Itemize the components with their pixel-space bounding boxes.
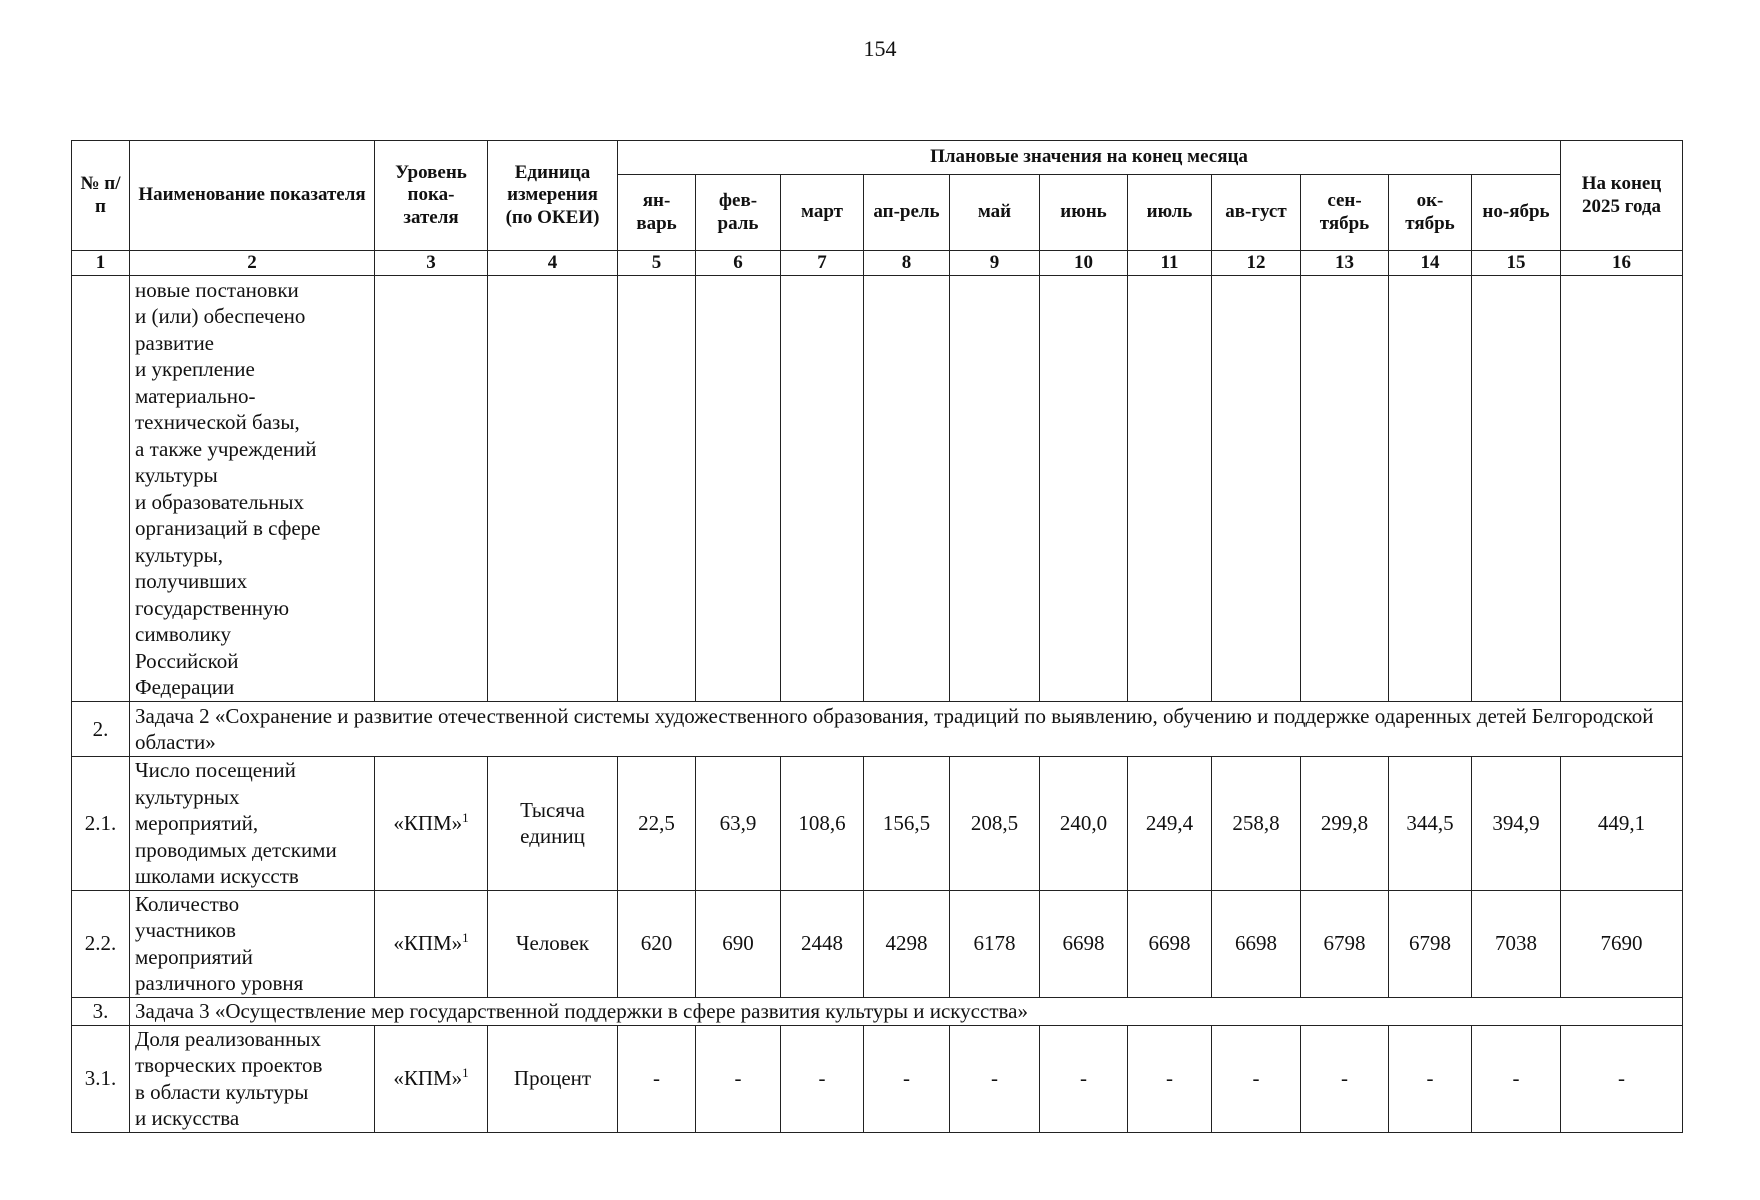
continuation-name: новые постановки и (или) обеспечено развитие и укрепление материально- технической базы, а также учреждений культуры и образовательных организаций в сфере культуры, получивших государственную символику Российской Федерации <box>130 276 375 702</box>
value-cell: 690 <box>696 890 781 997</box>
table-cell <box>950 276 1040 702</box>
task-title: Задача 2 «Сохранение и развитие отечественной системы художественного образования, традиций по выявлению, обучению и поддержке одаренных детей Белгородской области» <box>130 702 1683 757</box>
column-number: 16 <box>1561 251 1683 276</box>
value-cell: - <box>1472 1025 1561 1132</box>
task-title: Задача 3 «Осуществление мер государственной поддержки в сфере развития культуры и искусства» <box>130 997 1683 1025</box>
header-month: ап-рель <box>864 175 950 251</box>
value-cell: 6698 <box>1212 890 1301 997</box>
value-cell: 299,8 <box>1301 757 1389 891</box>
unit-cell: Процент <box>488 1025 618 1132</box>
column-number: 14 <box>1389 251 1472 276</box>
table-cell <box>1472 276 1561 702</box>
unit-cell: Человек <box>488 890 618 997</box>
header-end-of-year: На конец 2025 года <box>1561 141 1683 251</box>
header-month: июль <box>1128 175 1212 251</box>
value-cell: 6798 <box>1301 890 1389 997</box>
column-number: 11 <box>1128 251 1212 276</box>
value-cell: 6178 <box>950 890 1040 997</box>
value-cell: 208,5 <box>950 757 1040 891</box>
column-number: 12 <box>1212 251 1301 276</box>
indicator-plan-table <box>71 140 1683 1133</box>
row-number: 2.1. <box>72 757 130 891</box>
value-cell: - <box>618 1025 696 1132</box>
value-cell: 4298 <box>864 890 950 997</box>
indicator-name: Доля реализованных творческих проектов в области культуры и искусства <box>130 1025 375 1132</box>
value-cell: - <box>864 1025 950 1132</box>
value-cell: 156,5 <box>864 757 950 891</box>
level-text: «КПМ» <box>393 1066 463 1091</box>
task-number: 2. <box>72 702 130 757</box>
row-number: 2.2. <box>72 890 130 997</box>
header-month: фев-раль <box>696 175 781 251</box>
column-numbers-row <box>72 251 1683 276</box>
header-month: март <box>781 175 864 251</box>
value-cell: 63,9 <box>696 757 781 891</box>
value-cell: 2448 <box>781 890 864 997</box>
column-number: 6 <box>696 251 781 276</box>
value-cell: 6698 <box>1128 890 1212 997</box>
value-cell: 7690 <box>1561 890 1683 997</box>
header-month: июнь <box>1040 175 1128 251</box>
value-cell: 394,9 <box>1472 757 1561 891</box>
column-number: 1 <box>72 251 130 276</box>
table-cell <box>1212 276 1301 702</box>
header-month: ян-варь <box>618 175 696 251</box>
value-cell: 22,5 <box>618 757 696 891</box>
footnote-mark: 1 <box>462 810 469 825</box>
column-number: 13 <box>1301 251 1389 276</box>
unit-cell: Тысяча единиц <box>488 757 618 891</box>
level-text: «КПМ» <box>393 811 463 835</box>
header-month: но-ябрь <box>1472 175 1561 251</box>
header-unit: Единица измерения (по ОКЕИ) <box>488 141 618 251</box>
column-number: 9 <box>950 251 1040 276</box>
indicator-level <box>375 890 488 997</box>
value-cell: 620 <box>618 890 696 997</box>
table-cell <box>781 276 864 702</box>
indicator-name: Количество участников мероприятий различного уровня <box>130 890 375 997</box>
column-number: 8 <box>864 251 950 276</box>
task-row <box>72 997 1683 1025</box>
table-cell <box>1301 276 1389 702</box>
header-month: ав-густ <box>1212 175 1301 251</box>
table-row <box>72 757 1683 891</box>
column-number: 4 <box>488 251 618 276</box>
value-cell: 449,1 <box>1561 757 1683 891</box>
value-cell: 240,0 <box>1040 757 1128 891</box>
value-cell: 344,5 <box>1389 757 1472 891</box>
continuation-row <box>72 276 1683 702</box>
value-cell: 7038 <box>1472 890 1561 997</box>
value-cell: - <box>1389 1025 1472 1132</box>
table-cell <box>864 276 950 702</box>
table-cell <box>1561 276 1683 702</box>
table-row <box>72 890 1683 997</box>
value-cell: - <box>1301 1025 1389 1132</box>
column-number: 7 <box>781 251 864 276</box>
value-cell: - <box>1561 1025 1683 1132</box>
value-cell: 258,8 <box>1212 757 1301 891</box>
footnote-mark: 1 <box>462 1065 469 1081</box>
task-number: 3. <box>72 997 130 1025</box>
table-cell <box>618 276 696 702</box>
table-row <box>72 1025 1683 1132</box>
footnote-mark: 1 <box>462 930 469 946</box>
column-number: 5 <box>618 251 696 276</box>
value-cell: - <box>1040 1025 1128 1132</box>
value-cell: 249,4 <box>1128 757 1212 891</box>
column-number: 15 <box>1472 251 1561 276</box>
value-cell: 6698 <box>1040 890 1128 997</box>
value-cell: 108,6 <box>781 757 864 891</box>
indicator-level <box>375 1025 488 1132</box>
page-number: 154 <box>863 36 897 61</box>
header-planned-group: Плановые значения на конец месяца <box>618 141 1561 175</box>
value-cell: 6798 <box>1389 890 1472 997</box>
header-month: май <box>950 175 1040 251</box>
header-month: ок-тябрь <box>1389 175 1472 251</box>
value-cell: - <box>1128 1025 1212 1132</box>
value-cell: - <box>696 1025 781 1132</box>
table-cell <box>375 276 488 702</box>
level-text: «КПМ» <box>393 931 463 956</box>
indicator-name: Число посещений культурных мероприятий, проводимых детскими школами искусств <box>130 757 375 891</box>
table-cell <box>1128 276 1212 702</box>
header-level: Уровень пока-зателя <box>375 141 488 251</box>
column-number: 3 <box>375 251 488 276</box>
header-month: сен-тябрь <box>1301 175 1389 251</box>
table-cell <box>1040 276 1128 702</box>
row-number: 3.1. <box>72 1025 130 1132</box>
table-cell <box>488 276 618 702</box>
table-cell <box>696 276 781 702</box>
value-cell: - <box>781 1025 864 1132</box>
table-cell <box>1389 276 1472 702</box>
indicator-level <box>375 757 488 891</box>
column-number: 10 <box>1040 251 1128 276</box>
value-cell: - <box>950 1025 1040 1132</box>
header-row <box>72 141 1683 175</box>
column-number: 2 <box>130 251 375 276</box>
task-row <box>72 702 1683 757</box>
value-cell: - <box>1212 1025 1301 1132</box>
header-num: № п/п <box>72 141 130 251</box>
table-cell <box>72 276 130 702</box>
header-name: Наименование показателя <box>130 141 375 251</box>
